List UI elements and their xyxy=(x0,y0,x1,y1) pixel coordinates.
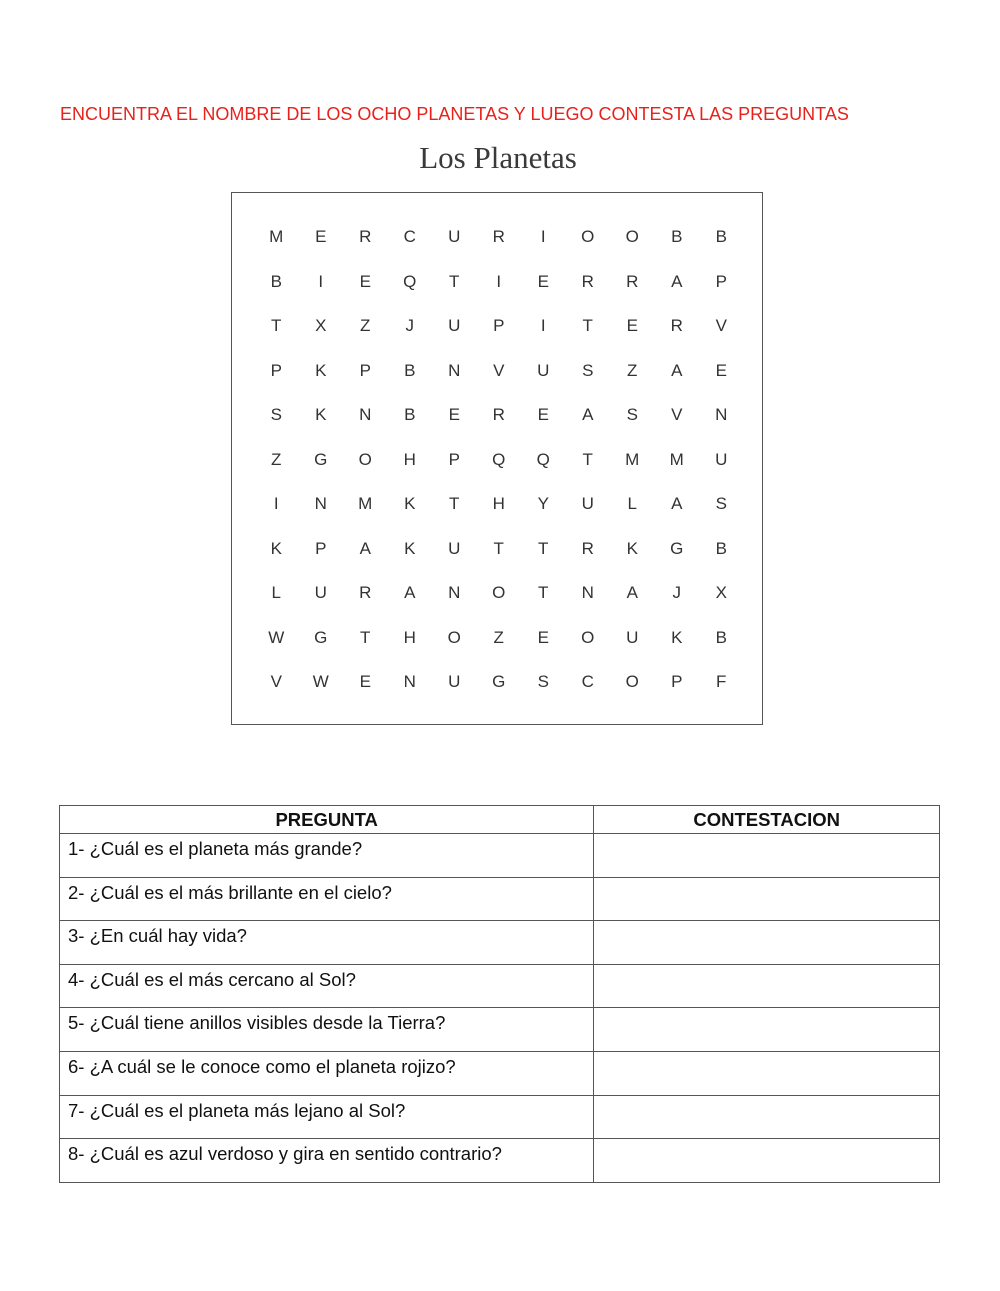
grid-letter[interactable]: L xyxy=(271,583,281,603)
grid-letter[interactable]: A xyxy=(671,494,683,514)
grid-letter[interactable]: E xyxy=(359,271,371,291)
grid-letter[interactable]: P xyxy=(715,271,727,291)
grid-letter[interactable]: V xyxy=(270,672,282,692)
table-row xyxy=(60,921,940,965)
grid-letter[interactable]: U xyxy=(314,583,327,603)
grid-letter[interactable]: C xyxy=(581,672,594,692)
grid-letter[interactable]: G xyxy=(314,449,328,469)
grid-letter[interactable]: T xyxy=(538,583,549,603)
grid-letter[interactable]: G xyxy=(492,672,506,692)
table-row xyxy=(60,1095,940,1139)
word-search-grid xyxy=(254,215,744,705)
table-row xyxy=(60,1008,940,1052)
table-row xyxy=(60,877,940,921)
grid-letter[interactable]: K xyxy=(315,405,327,425)
grid-letter[interactable]: J xyxy=(672,583,681,603)
grid-letter[interactable]: T xyxy=(360,627,371,647)
grid-letter[interactable]: T xyxy=(582,316,593,336)
grid-letter[interactable]: V xyxy=(671,405,683,425)
grid-letter[interactable]: P xyxy=(270,360,282,380)
grid-letter[interactable]: E xyxy=(359,672,371,692)
answer-cell[interactable] xyxy=(594,877,940,921)
grid-letter[interactable]: W xyxy=(268,627,285,647)
grid-letter[interactable]: T xyxy=(582,449,593,469)
grid-letter[interactable]: S xyxy=(715,494,727,514)
table-row xyxy=(60,834,940,878)
grid-letter[interactable]: R xyxy=(492,405,505,425)
grid-letter[interactable]: O xyxy=(447,627,461,647)
grid-letter[interactable]: N xyxy=(448,360,461,380)
grid-letter[interactable]: Q xyxy=(492,449,506,469)
grid-letter[interactable]: A xyxy=(671,360,683,380)
grid-letter[interactable]: Z xyxy=(627,360,638,380)
answer-cell[interactable] xyxy=(594,1008,940,1052)
grid-letter[interactable]: U xyxy=(448,316,461,336)
grid-letter[interactable]: B xyxy=(715,538,727,558)
question-cell: 7- ¿Cuál es el planeta más lejano al Sol? xyxy=(60,1095,594,1139)
grid-letter[interactable]: L xyxy=(627,494,637,514)
grid-letter[interactable]: E xyxy=(715,360,727,380)
grid-letter[interactable]: P xyxy=(448,449,460,469)
grid-letter[interactable]: P xyxy=(315,538,327,558)
answer-cell[interactable] xyxy=(594,834,940,878)
grid-letter[interactable]: R xyxy=(359,227,372,247)
grid-letter[interactable]: A xyxy=(671,271,683,291)
grid-letter[interactable]: T xyxy=(449,271,460,291)
grid-letter[interactable]: T xyxy=(538,538,549,558)
grid-letter[interactable]: S xyxy=(626,405,638,425)
grid-letter[interactable]: B xyxy=(671,227,683,247)
question-cell: 3- ¿En cuál hay vida? xyxy=(60,921,594,965)
grid-letter[interactable]: P xyxy=(671,672,683,692)
grid-letter[interactable]: P xyxy=(493,316,505,336)
grid-letter[interactable]: R xyxy=(670,316,683,336)
grid-letter[interactable]: Q xyxy=(536,449,550,469)
grid-letter[interactable]: E xyxy=(537,405,549,425)
grid-letter[interactable]: M xyxy=(625,449,640,469)
grid-letter[interactable]: R xyxy=(626,271,639,291)
grid-letter[interactable]: N xyxy=(314,494,327,514)
question-cell: 1- ¿Cuál es el planeta más grande? xyxy=(60,834,594,878)
grid-letter[interactable]: X xyxy=(715,583,727,603)
grid-letter[interactable]: R xyxy=(581,538,594,558)
grid-letter[interactable]: N xyxy=(403,672,416,692)
answer-cell[interactable] xyxy=(594,1139,940,1183)
answer-cell[interactable] xyxy=(594,1051,940,1095)
grid-letter[interactable]: I xyxy=(273,494,279,514)
grid-letter[interactable]: R xyxy=(492,227,505,247)
answer-cell[interactable] xyxy=(594,964,940,1008)
grid-letter[interactable]: B xyxy=(404,360,416,380)
grid-letter[interactable]: N xyxy=(359,405,372,425)
grid-letter[interactable]: E xyxy=(626,316,638,336)
grid-letter[interactable]: H xyxy=(492,494,505,514)
grid-letter[interactable]: S xyxy=(582,360,594,380)
grid-letter[interactable]: U xyxy=(448,538,461,558)
table-row xyxy=(60,964,940,1008)
grid-letter[interactable]: N xyxy=(581,583,594,603)
grid-letter[interactable]: R xyxy=(581,271,594,291)
grid-letter[interactable]: O xyxy=(625,227,639,247)
grid-letter[interactable]: A xyxy=(404,583,416,603)
grid-letter[interactable]: A xyxy=(582,405,594,425)
grid-letter[interactable]: V xyxy=(715,316,727,336)
question-cell: 6- ¿A cuál se le conoce como el planeta rojizo? xyxy=(60,1051,594,1095)
grid-letter[interactable]: U xyxy=(715,449,728,469)
grid-letter[interactable]: I xyxy=(540,227,546,247)
grid-letter[interactable]: U xyxy=(448,227,461,247)
table-header-row xyxy=(60,806,940,834)
grid-letter[interactable]: K xyxy=(404,538,416,558)
grid-letter[interactable]: S xyxy=(270,405,282,425)
grid-letter[interactable]: K xyxy=(315,360,327,380)
grid-letter[interactable]: M xyxy=(269,227,284,247)
grid-letter[interactable]: U xyxy=(448,672,461,692)
grid-letter[interactable]: U xyxy=(537,360,550,380)
grid-letter[interactable]: V xyxy=(493,360,505,380)
grid-letter[interactable]: T xyxy=(449,494,460,514)
answer-cell[interactable] xyxy=(594,921,940,965)
page-title: Los Planetas xyxy=(419,140,577,175)
grid-letter[interactable]: T xyxy=(271,316,282,336)
grid-letter[interactable]: R xyxy=(359,583,372,603)
grid-letter[interactable]: H xyxy=(403,449,416,469)
grid-letter[interactable]: I xyxy=(540,316,546,336)
grid-letter[interactable]: P xyxy=(359,360,371,380)
grid-letter[interactable]: B xyxy=(404,405,416,425)
grid-letter[interactable]: G xyxy=(314,627,328,647)
grid-letter[interactable]: J xyxy=(405,316,414,336)
grid-letter[interactable]: G xyxy=(670,538,684,558)
word-search-box xyxy=(231,192,763,725)
grid-letter[interactable]: H xyxy=(403,627,416,647)
grid-letter[interactable]: K xyxy=(626,538,638,558)
grid-letter[interactable]: E xyxy=(315,227,327,247)
grid-letter[interactable]: I xyxy=(318,271,324,291)
instruction-text: ENCUENTRA EL NOMBRE DE LOS OCHO PLANETAS Y LUEGO CONTESTA LAS PREGUNTAS xyxy=(60,104,849,124)
grid-letter[interactable]: K xyxy=(270,538,282,558)
grid-letter[interactable]: Y xyxy=(537,494,549,514)
grid-letter[interactable]: M xyxy=(669,449,684,469)
grid-letter[interactable]: Z xyxy=(271,449,282,469)
grid-letter[interactable]: N xyxy=(448,583,461,603)
grid-letter[interactable]: K xyxy=(671,627,683,647)
grid-letter[interactable]: N xyxy=(715,405,728,425)
grid-letter[interactable]: Q xyxy=(403,271,417,291)
grid-letter[interactable]: X xyxy=(315,316,327,336)
grid-letter[interactable]: I xyxy=(496,271,502,291)
question-cell: 2- ¿Cuál es el más brillante en el cielo? xyxy=(60,877,594,921)
grid-letter[interactable]: E xyxy=(537,271,549,291)
grid-letter[interactable]: B xyxy=(715,227,727,247)
grid-letter[interactable]: O xyxy=(358,449,372,469)
grid-letter[interactable]: O xyxy=(492,583,506,603)
grid-letter[interactable]: T xyxy=(493,538,504,558)
grid-letter[interactable]: Z xyxy=(360,316,371,336)
grid-letter[interactable]: F xyxy=(716,672,727,692)
grid-letter[interactable]: A xyxy=(626,583,638,603)
grid-letter[interactable]: O xyxy=(581,627,595,647)
grid-letter[interactable]: O xyxy=(625,672,639,692)
answer-cell[interactable] xyxy=(594,1095,940,1139)
grid-letter[interactable]: B xyxy=(270,271,282,291)
grid-letter[interactable]: M xyxy=(358,494,373,514)
question-cell: 5- ¿Cuál tiene anillos visibles desde la Tierra? xyxy=(60,1008,594,1052)
grid-letter[interactable]: U xyxy=(626,627,639,647)
grid-letter[interactable]: E xyxy=(448,405,460,425)
grid-letter[interactable]: U xyxy=(581,494,594,514)
header-contestacion: CONTESTACION xyxy=(594,806,940,834)
grid-letter[interactable]: Z xyxy=(493,627,504,647)
grid-letter[interactable]: W xyxy=(312,672,329,692)
grid-letter[interactable]: A xyxy=(359,538,371,558)
grid-letter[interactable]: E xyxy=(537,627,549,647)
grid-letter[interactable]: O xyxy=(581,227,595,247)
grid-letter[interactable]: C xyxy=(403,227,416,247)
table-row xyxy=(60,1051,940,1095)
header-pregunta: PREGUNTA xyxy=(60,806,594,834)
table-row xyxy=(60,1139,940,1183)
grid-letter[interactable]: S xyxy=(537,672,549,692)
question-cell: 8- ¿Cuál es azul verdoso y gira en sentido contrario? xyxy=(60,1139,594,1183)
question-cell: 4- ¿Cuál es el más cercano al Sol? xyxy=(60,964,594,1008)
question-table xyxy=(59,805,940,1183)
grid-letter[interactable]: K xyxy=(404,494,416,514)
grid-letter[interactable]: B xyxy=(715,627,727,647)
